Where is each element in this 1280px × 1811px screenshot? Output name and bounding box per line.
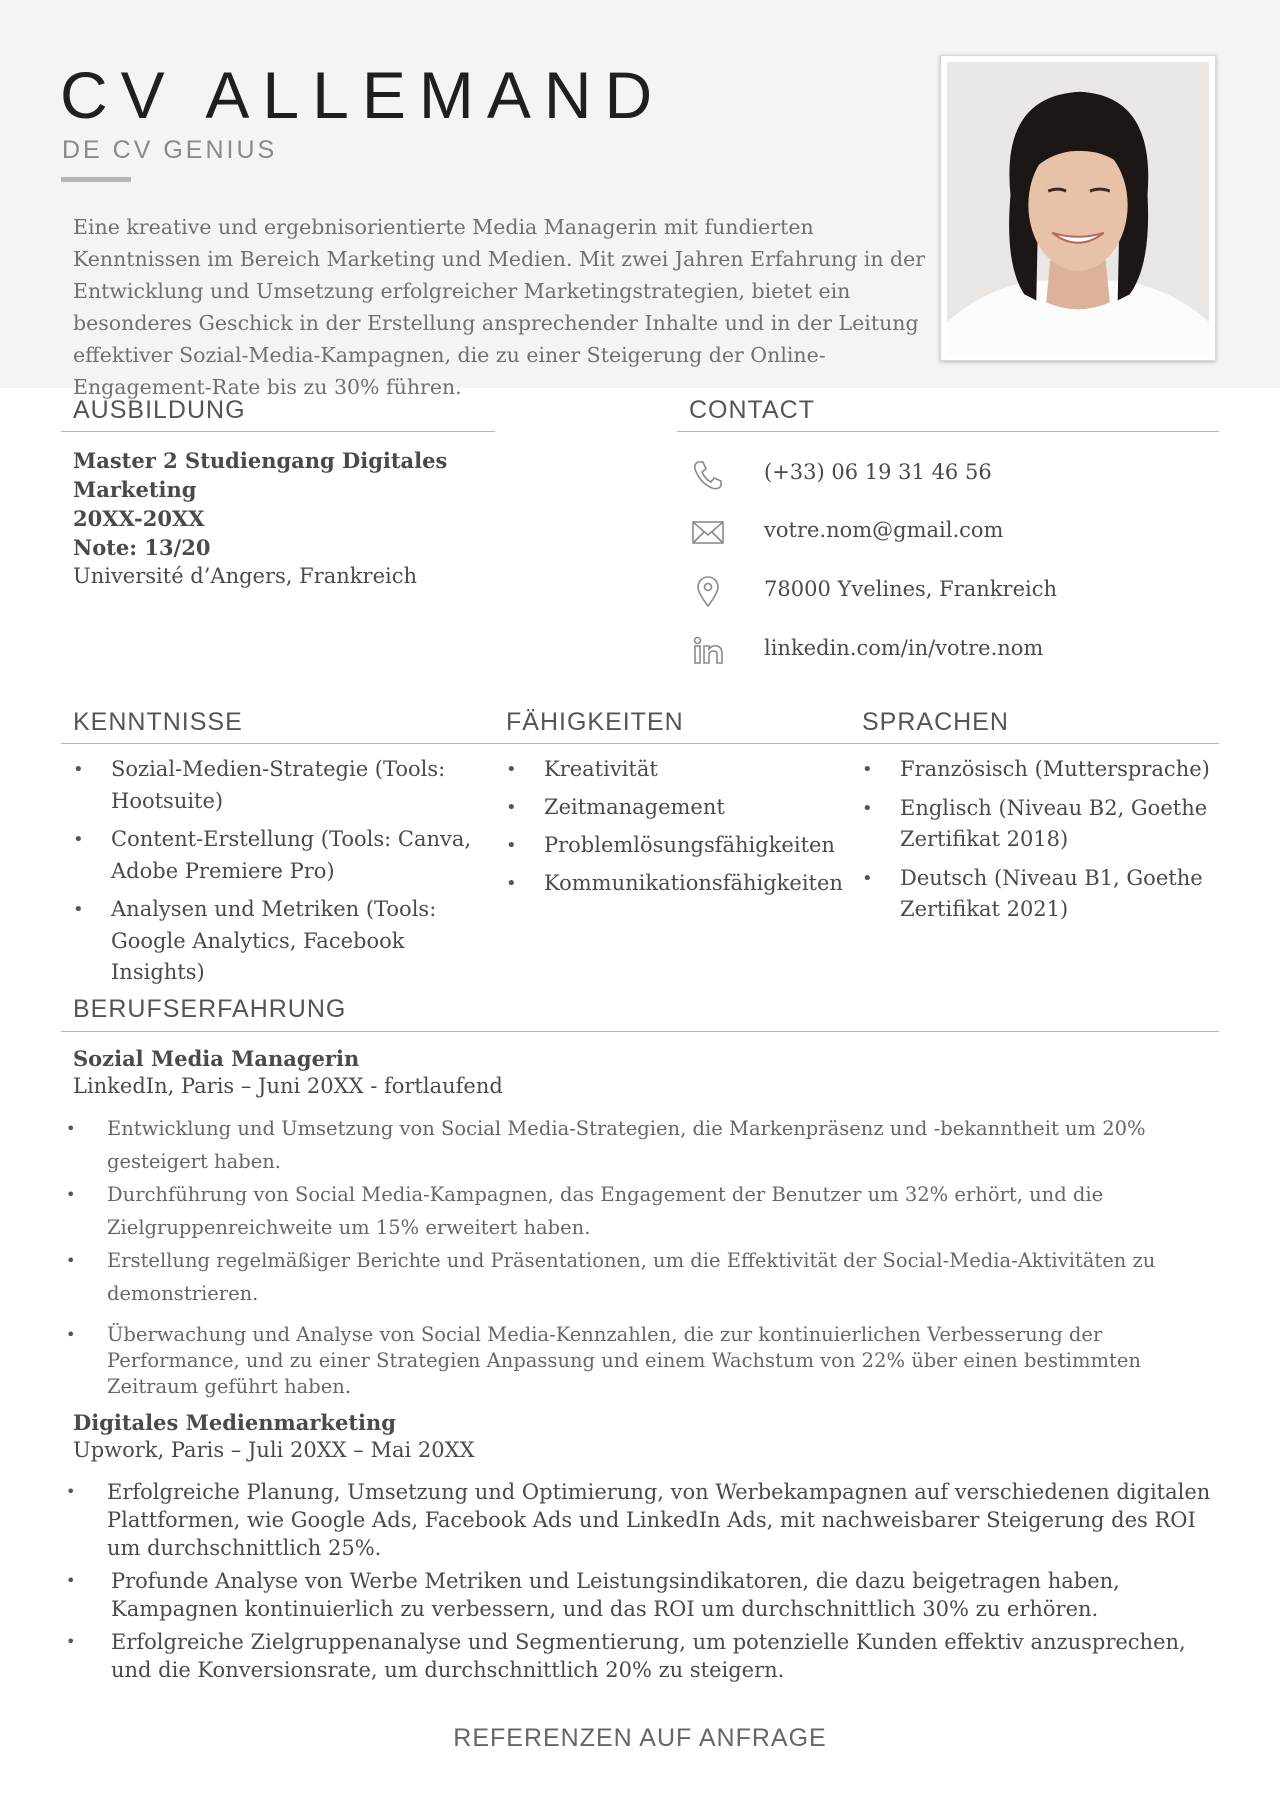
portrait-illustration [941,56,1215,360]
education-heading: AUSBILDUNG [73,396,246,424]
list-item: • Französisch (Muttersprache) [862,754,1222,786]
languages-list [862,754,1222,933]
skills-heading: FÄHIGKEITEN [506,708,684,736]
contact-location [690,572,1190,612]
list-item: • Englisch (Niveau B2, Goethe Zertifikat 2018) [862,793,1222,856]
education-entry [73,446,493,591]
list-item: • Deutsch (Niveau B1, Goethe Zertifikat 2021) [862,863,1222,926]
title-underline [61,177,131,182]
languages-heading: SPRACHEN [862,708,1009,736]
job-bullet-list [66,1112,1216,1400]
knowledge-list [73,754,493,996]
list-item: • Content-Erstellung (Tools: Canva, Adobe Premiere Pro) [73,824,493,887]
list-item: • Erfolgreiche Planung, Umsetzung und Optimierung, von Werbekampagnen auf verschiedenen digitalen Plattformen, wie Google Ads, Facebook Ads und LinkedIn Ads, mit nachweisbarer Steigerung des ROI um durchschnittlich 25%. [66,1478,1216,1562]
contact-phone-text: (+33) 06 19 31 46 56 [764,460,992,484]
skills-divider [61,743,1219,744]
list-item: • Erstellung regelmäßiger Berichte und Präsentationen, um die Effektivität der Social-Media-Aktivitäten zu demonstrieren. [66,1244,1216,1310]
profile-photo [940,55,1216,361]
linkedin-icon [690,635,726,667]
contact-divider [677,431,1219,432]
mail-icon [690,517,726,549]
list-item: • Problemlösungsfähigkeiten [506,830,846,862]
education-grade: Note: 13/20 [73,535,211,560]
list-item: • Analysen und Metriken (Tools: Google Analytics, Facebook Insights) [73,894,493,989]
list-item: • Erfolgreiche Zielgruppenanalyse und Segmentierung, um potenzielle Kunden effektiv anzusprechen, und die Konversionsrate, um durchschnittlich 20% zu steigern. [66,1628,1216,1684]
experience-heading: BERUFSERFAHRUNG [73,995,347,1023]
contact-email [690,513,1190,553]
cv-name: CV ALLEMAND [60,58,666,132]
contact-phone [690,455,1190,495]
contact-location-text: 78000 Yvelines, Frankreich [764,577,1057,601]
education-divider [61,431,495,432]
job-company-dates: Upwork, Paris – Juli 20XX – Mai 20XX [73,1438,475,1462]
education-school: Université d’Angers, Frankreich [73,564,417,588]
list-item: • Kreativität [506,754,846,786]
contact-linkedin-text: linkedin.com/in/votre.nom [764,636,1044,660]
list-item: • Durchführung von Social Media-Kampagnen, das Engagement der Benutzer um 32% erhört, und die Zielgruppenreichweite um 15% erweitert haben. [66,1178,1216,1244]
profile-summary: Eine kreative und ergebnisorientierte Media Managerin mit fundierten Kenntnissen im Bereich Marketing und Medien. Mit zwei Jahren Erfahrung in der Entwicklung und Umsetzung erfolgreicher Marketingstrategien, bietet ein besonderes Geschick in der Erstellung ansprechender Inhalte und in der Leitung effektiver Sozial-Media-Kampagnen, die zu einer Steigerung der Online-Engagement-Rate bis zu 30% führen. [73,215,926,399]
list-item: • Entwicklung und Umsetzung von Social Media-Strategien, die Markenpräsenz und -bekanntheit um 20% gesteigert haben. [66,1112,1216,1178]
job-company-dates: LinkedIn, Paris – Juni 20XX - fortlaufend [73,1074,503,1098]
list-item: • Profunde Analyse von Werbe Metriken und Leistungsindikatoren, die dazu beigetragen haben, Kampagnen kontinuierlich zu verbessern, und das ROI um durchschnittlich 30% zu erhören. [66,1567,1216,1623]
phone-icon [690,459,726,491]
contact-linkedin [690,631,1190,671]
knowledge-heading: KENNTNISSE [73,708,243,736]
cv-subtitle: DE CV GENIUS [62,136,278,164]
references-note: REFERENZEN AUF ANFRAGE [453,1724,827,1752]
experience-divider [61,1031,1219,1032]
education-years: 20XX-20XX [73,506,205,531]
job-title: Digitales Medienmarketing [73,1410,396,1435]
location-pin-icon [690,576,726,608]
contact-email-text: votre.nom@gmail.com [764,518,1004,542]
contact-heading: CONTACT [689,396,815,424]
list-item: • Sozial-Medien-Strategie (Tools: Hootsuite) [73,754,493,817]
job-title: Sozial Media Managerin [73,1046,360,1071]
degree-name: Master 2 Studiengang Digitales Marketing [73,448,448,502]
list-item: • Kommunikationsfähigkeiten [506,868,846,900]
list-item: • Überwachung und Analyse von Social Media-Kennzahlen, die zur kontinuierlichen Verbesserung der Performance, und zu einer Strategien Anpassung und einem Wachstum von 22% über einen bestimmten Zeitraum geführt haben. [66,1322,1216,1400]
skills-list [506,754,846,906]
list-item: • Zeitmanagement [506,792,846,824]
job-bullet-list [66,1478,1216,1689]
